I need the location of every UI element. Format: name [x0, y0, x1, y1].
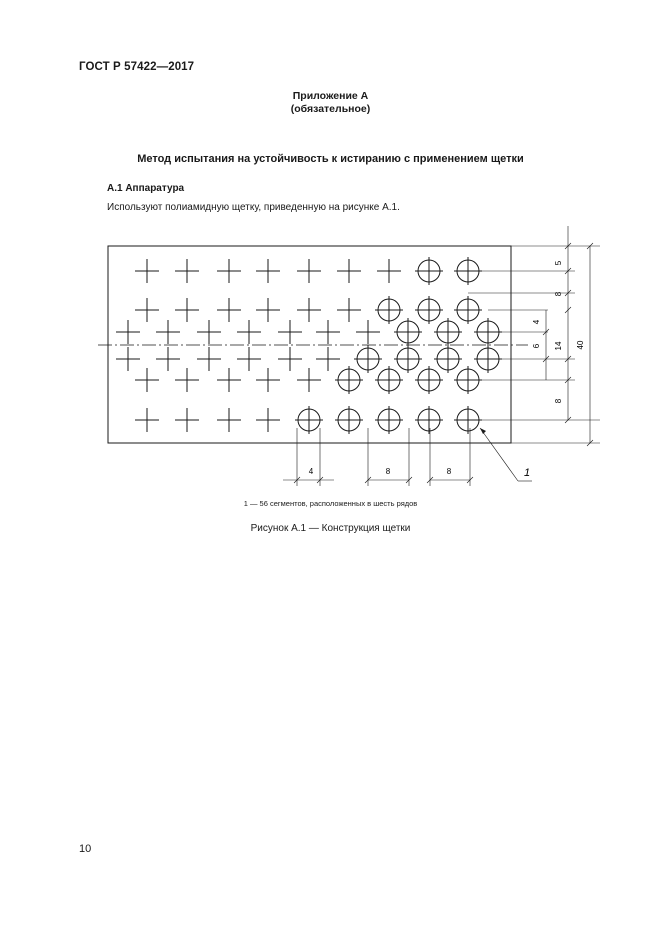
bristle-circle-segment	[434, 318, 462, 346]
bristle-cross-segment	[135, 259, 159, 283]
bristle-circle-segment	[415, 366, 443, 394]
appendix-status: (обязательное)	[290, 103, 371, 115]
dim-offset: 4	[532, 319, 541, 325]
dim-col-pitch-a: 8	[385, 467, 391, 476]
bristle-cross-segment	[175, 408, 199, 432]
bristle-cross-segment	[175, 368, 199, 392]
bristle-cross-segment	[256, 298, 280, 322]
bristle-circle-segment	[375, 406, 403, 434]
bristle-circle-segment	[335, 366, 363, 394]
dim-row-pitch-lower: 8	[554, 398, 563, 404]
bristle-cross-segment	[316, 347, 340, 371]
bristle-cross-segment	[156, 347, 180, 371]
bristle-cross-segment	[278, 347, 302, 371]
dim-total-height: 40	[576, 340, 585, 350]
segment-group	[116, 257, 502, 434]
bristle-cross-segment	[316, 320, 340, 344]
bristle-cross-segment	[175, 298, 199, 322]
bristle-cross-segment	[217, 259, 241, 283]
bristle-cross-segment	[356, 320, 380, 344]
bristle-cross-segment	[135, 368, 159, 392]
callout-number: 1	[524, 467, 531, 479]
dim-center-span: 14	[554, 341, 563, 351]
bristle-cross-segment	[197, 320, 221, 344]
bristle-circle-segment	[335, 406, 363, 434]
bristle-circle-segment	[394, 318, 422, 346]
bristle-circle-segment	[454, 296, 482, 324]
appendix-title: Приложение А	[292, 90, 369, 102]
dimension-group	[283, 226, 600, 486]
bristle-circle-segment	[375, 366, 403, 394]
bristle-circle-segment	[415, 257, 443, 285]
bristle-cross-segment	[135, 298, 159, 322]
figure-legend: 1 — 56 сегментов, расположенных в шесть рядов	[243, 499, 418, 508]
section-title: Метод испытания на устойчивость к истиранию с применением щетки	[137, 153, 524, 165]
callout-leader	[480, 428, 518, 481]
dim-top-gap: 5	[554, 260, 563, 266]
bristle-cross-segment	[256, 368, 280, 392]
page-number: 10	[79, 843, 92, 855]
dim-row-pitch-upper: 8	[554, 291, 563, 297]
bristle-cross-segment	[116, 347, 140, 371]
bristle-cross-segment	[256, 408, 280, 432]
bristle-cross-segment	[197, 347, 221, 371]
dim-seg-width: 4	[308, 467, 314, 476]
dim-half-center: 6	[532, 343, 541, 349]
bristle-circle-segment	[434, 345, 462, 373]
bristle-cross-segment	[135, 408, 159, 432]
clause-title: А.1 Аппаратура	[107, 183, 185, 194]
bristle-cross-segment	[337, 298, 361, 322]
bristle-circle-segment	[415, 296, 443, 324]
bristle-cross-segment	[217, 408, 241, 432]
bristle-cross-segment	[297, 368, 321, 392]
bristle-cross-segment	[377, 259, 401, 283]
bristle-cross-segment	[337, 259, 361, 283]
bristle-circle-segment	[375, 296, 403, 324]
dim-col-pitch-b: 8	[446, 467, 452, 476]
bristle-circle-segment	[394, 345, 422, 373]
bristle-cross-segment	[116, 320, 140, 344]
bristle-cross-segment	[217, 298, 241, 322]
figure-caption: Рисунок А.1 — Конструкция щетки	[250, 523, 411, 534]
bristle-circle-segment	[354, 345, 382, 373]
bristle-cross-segment	[256, 259, 280, 283]
bristle-cross-segment	[297, 259, 321, 283]
bristle-cross-segment	[237, 347, 261, 371]
bristle-circle-segment	[295, 406, 323, 434]
bristle-cross-segment	[217, 368, 241, 392]
bristle-circle-segment	[415, 406, 443, 434]
bristle-cross-segment	[297, 298, 321, 322]
bristle-cross-segment	[175, 259, 199, 283]
bristle-cross-segment	[278, 320, 302, 344]
bristle-cross-segment	[237, 320, 261, 344]
callout-arrowhead	[480, 428, 486, 434]
document-code: ГОСТ Р 57422—2017	[79, 61, 195, 73]
bristle-cross-segment	[156, 320, 180, 344]
clause-text: Используют полиамидную щетку, приведенную на рисунке А.1.	[107, 202, 400, 213]
